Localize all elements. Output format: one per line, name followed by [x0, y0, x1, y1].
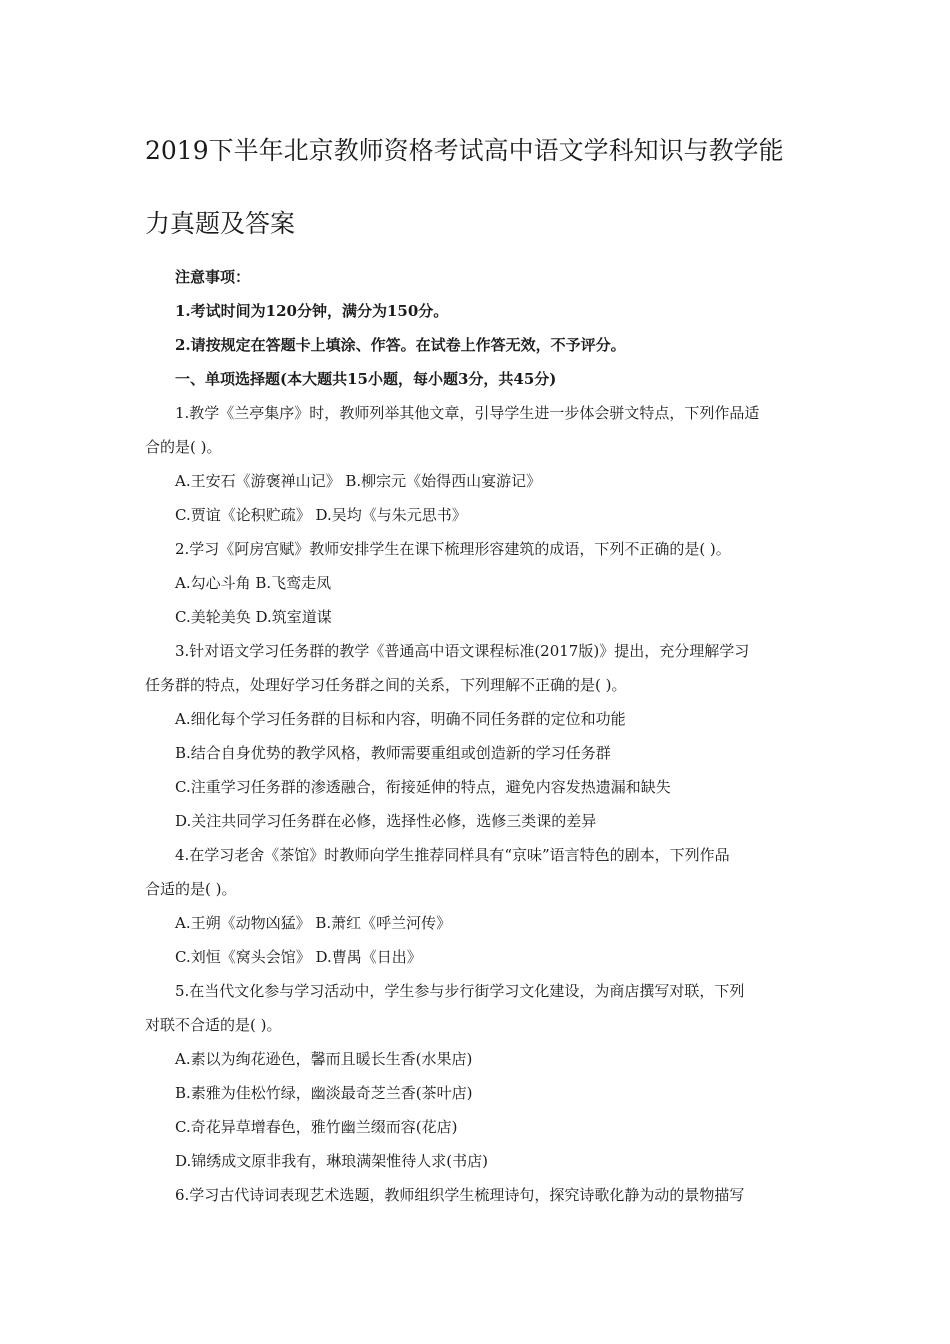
question-1-options-cd: C.贾谊《论积贮疏》 D.吴均《与朱元思书》 [175, 506, 467, 524]
question-3-stem-cont: 任务群的特点，处理好学习任务群之间的关系，下列理解不正确的是( )。 [145, 676, 627, 694]
question-1-stem-cont: 合的是( )。 [145, 438, 222, 456]
question-5-option-d: D.锦绣成文原非我有，琳琅满架惟待人求(书店) [175, 1152, 488, 1170]
notice-heading: 注意事项： [175, 268, 251, 286]
question-4-stem: 4.在学习老舍《茶馆》时教师向学生推荐同样具有“京味”语言特色的剧本，下列作品 [175, 846, 730, 864]
question-5-stem-cont: 对联不合适的是( )。 [145, 1016, 282, 1034]
question-1-stem: 1.教学《兰亭集序》时，教师列举其他文章，引导学生进一步体会骈文特点，下列作品适 [175, 404, 760, 422]
document-title-line-2: 力真题及答案 [145, 209, 296, 238]
document-body [145, 260, 810, 1212]
question-3-option-c: C.注重学习任务群的渗透融合，衔接延伸的特点，避免内容发热遗漏和缺失 [175, 778, 671, 796]
question-5-option-b: B.素雅为佳松竹绿，幽淡最奇芝兰香(茶叶店) [175, 1084, 473, 1102]
question-3-option-d: D.关注共同学习任务群在必修，选择性必修，选修三类课的差异 [175, 812, 597, 830]
section-heading: 一、单项选择题(本大题共15小题，每小题3分，共45分) [175, 370, 557, 388]
question-1-options-ab: A.王安石《游褒禅山记》 B.柳宗元《始得西山宴游记》 [175, 472, 542, 490]
question-5-option-c: C.奇花异草增春色，雅竹幽兰缀而容(花店) [175, 1118, 458, 1136]
question-3-option-a: A.细化每个学习任务群的目标和内容，明确不同任务群的定位和功能 [175, 710, 626, 728]
question-2-options-ab: A.勾心斗角 B.飞鸾走凤 [175, 574, 332, 592]
question-4-options-ab: A.王朔《动物凶猛》 B.萧红《呼兰河传》 [175, 914, 452, 932]
question-2-stem: 2.学习《阿房宫赋》教师安排学生在课下梳理形容建筑的成语，下列不正确的是( )。 [175, 540, 731, 558]
notice-item-2: 2.请按规定在答题卡上填涂、作答。在试卷上作答无效，不予评分。 [175, 336, 626, 354]
question-6-stem: 6.学习古代诗词表现艺术选题，教师组织学生梳理诗句，探究诗歌化静为动的景物描写 [175, 1186, 745, 1204]
question-4-options-cd: C.刘恒《窝头会馆》 D.曹禺《日出》 [175, 948, 422, 966]
question-3-stem: 3.针对语文学习任务群的教学《普通高中语文课程标准(2017版)》提出，充分理解学习 [175, 642, 750, 660]
notice-item-1: 1.考试时间为120分钟，满分为150分。 [175, 302, 449, 320]
question-3-option-b: B.结合自身优势的教学风格，教师需要重组或创造新的学习任务群 [175, 744, 611, 762]
question-5-stem: 5.在当代文化参与学习活动中，学生参与步行街学习文化建设，为商店撰写对联，下列 [175, 982, 745, 1000]
question-5-option-a: A.素以为绚花逊色，馨而且暖长生香(水果店) [175, 1050, 473, 1068]
question-2-options-cd: C.美轮美奂 D.筑室道谋 [175, 608, 332, 626]
question-4-stem-cont: 合适的是( )。 [145, 880, 237, 898]
document-title-line-1: 2019下半年北京教师资格考试高中语文学科知识与教学能 [145, 136, 784, 165]
